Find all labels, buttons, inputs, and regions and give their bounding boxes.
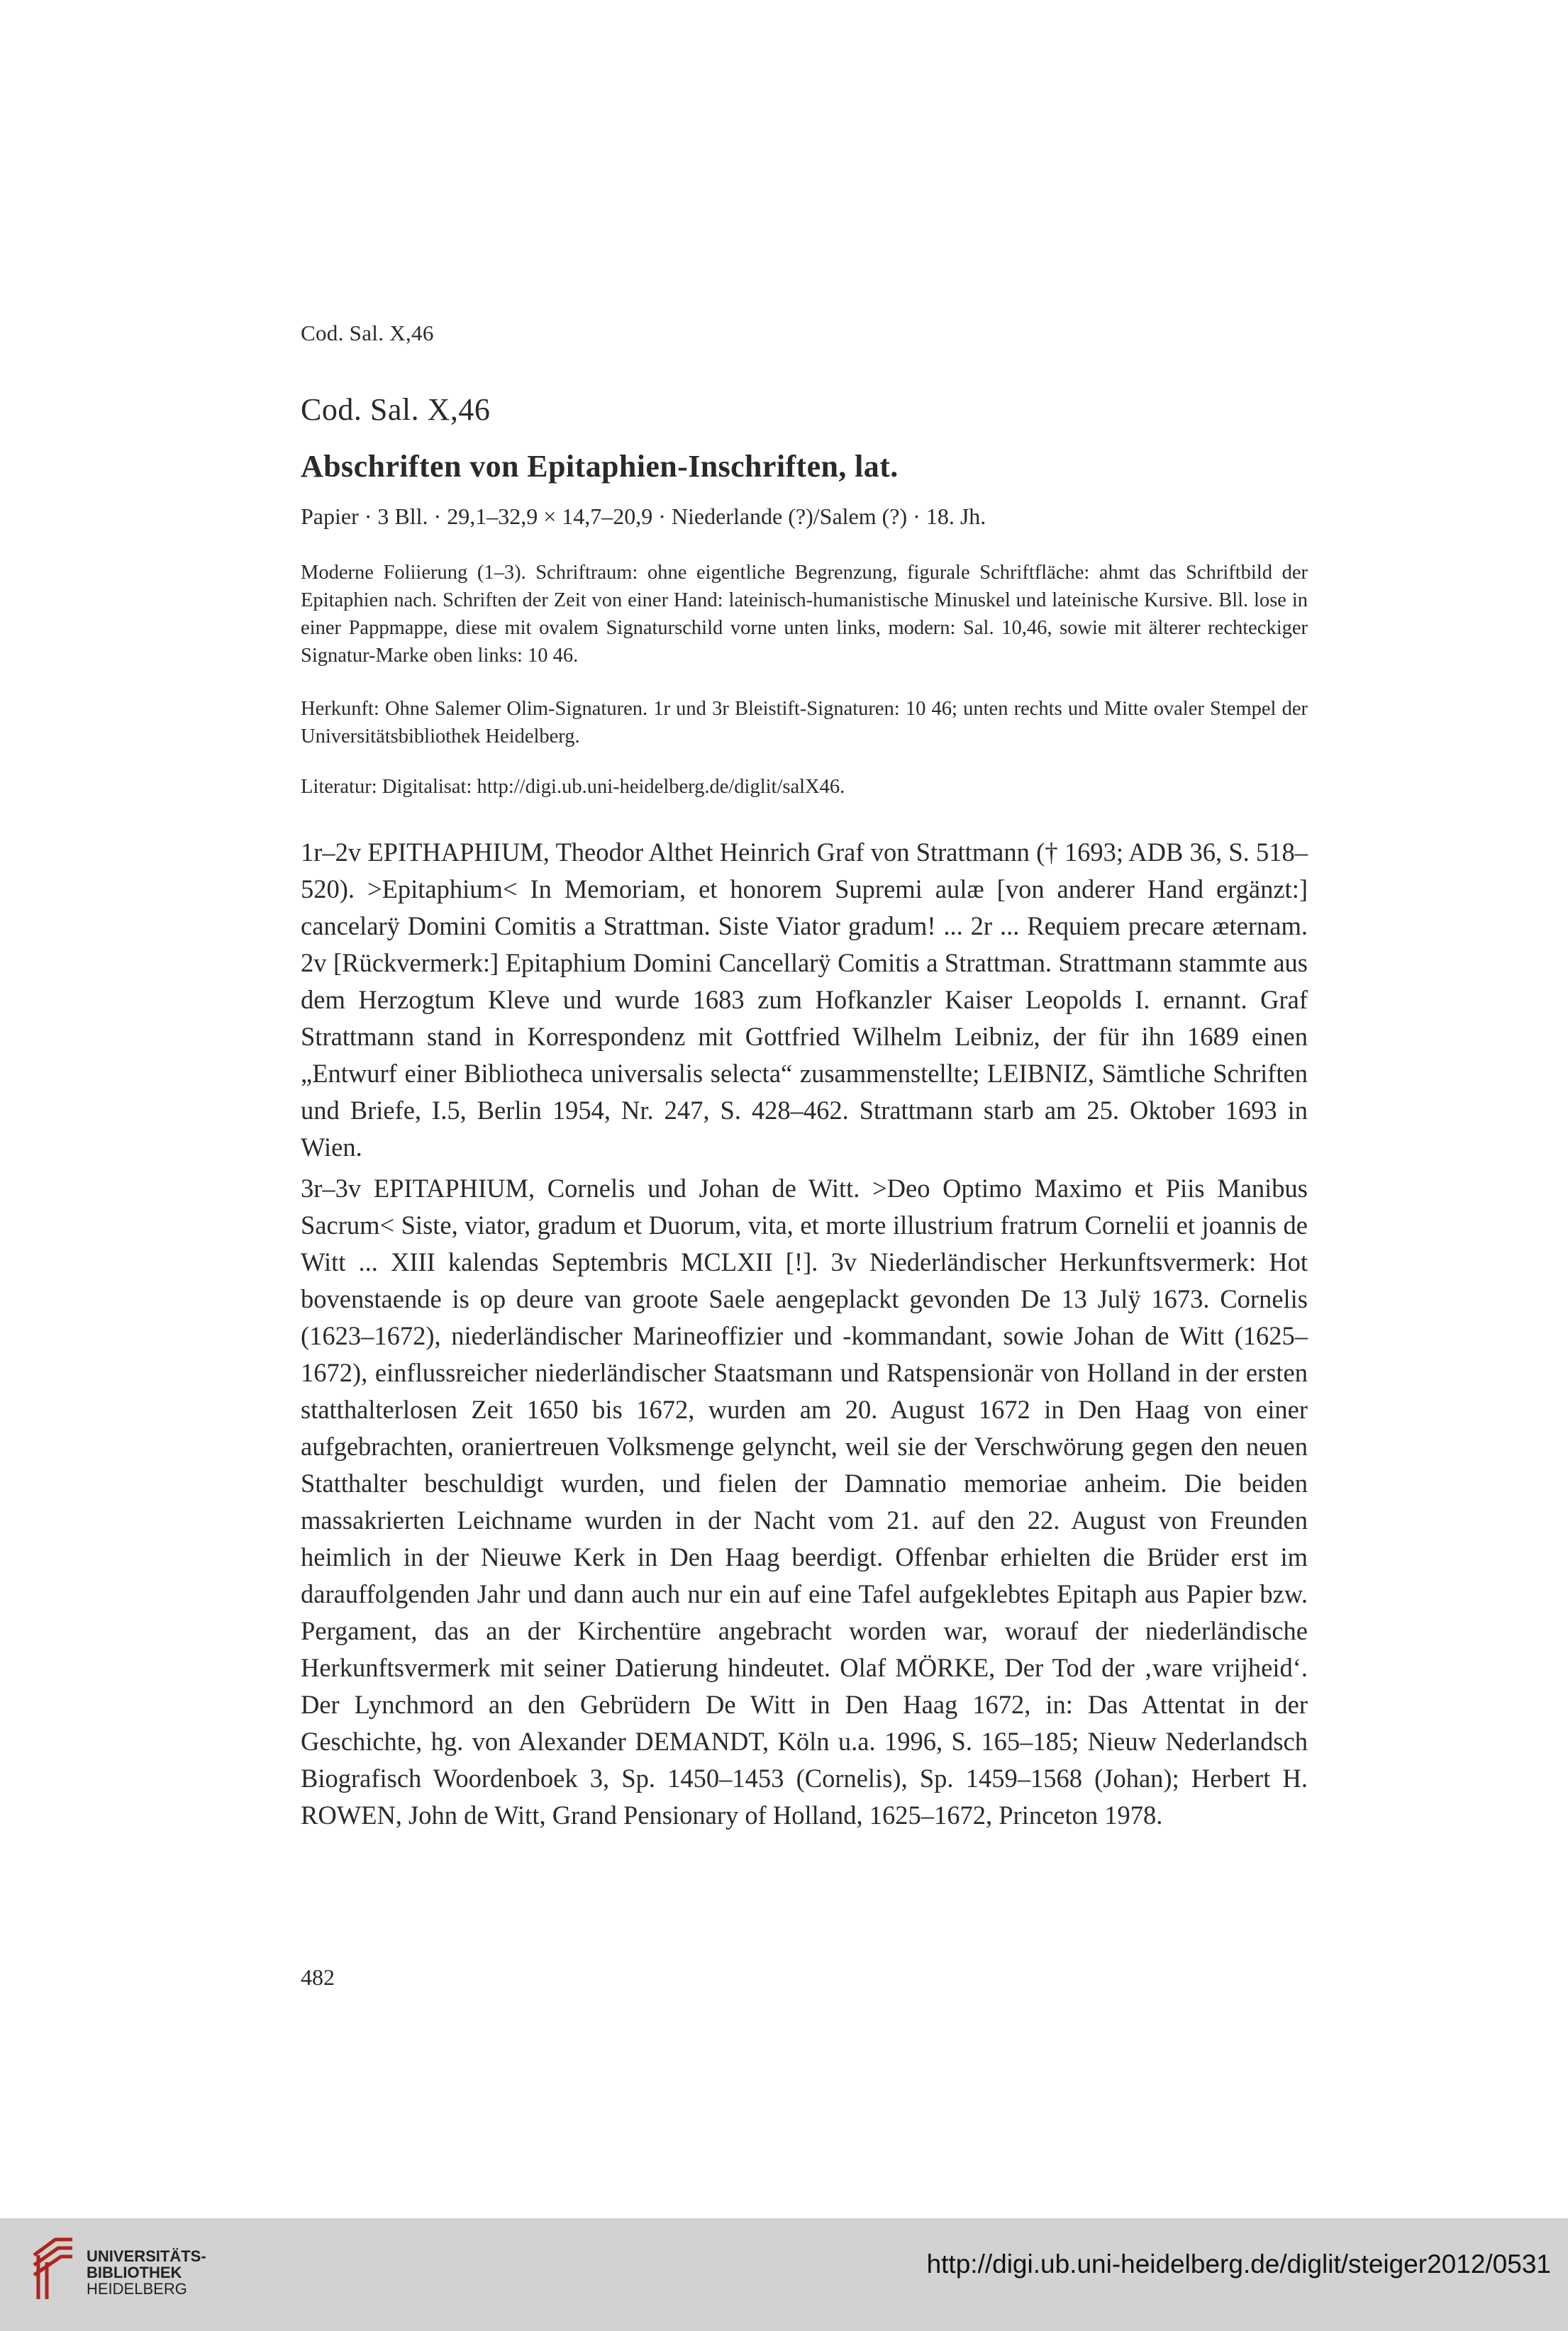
source-url-link[interactable]: http://digi.ub.uni-heidelberg.de/diglit/steiger2012/0531 (926, 2249, 1551, 2279)
library-logo[interactable] (28, 2234, 326, 2312)
work-title: Abschriften von Epitaphien-Inschriften, lat. (301, 449, 899, 484)
description-paragraph: Moderne Foliierung (1–3). Schriftraum: ohne eigentliche Begrenzung, figurale Schriftfläche: ahmt das Schriftbild der Epitaphien nach. Schriften der Zeit von einer Hand: lateinisch-humanistische Minuskel und lateinische Kursive. Bll. lose in einer Pappmappe, diese mit ovalem Signaturschild vorne unten links, modern: Sal. 10,46, sowie mit älterer rechteckiger Signatur-Marke oben links: 10 46. (301, 562, 1308, 667)
viewer-footer-bar (0, 2218, 1568, 2331)
codicological-description (301, 559, 1308, 669)
library-logo-icon (28, 2234, 78, 2305)
provenance-note (301, 695, 1308, 750)
shelfmark-heading: Cod. Sal. X,46 (301, 392, 491, 427)
item-epitaph-strattmann (301, 834, 1308, 1166)
item-paragraph: 1r–2v EPITHAPHIUM, Theodor Althet Heinrich Graf von Strattmann († 1693; ADB 36, S. 518–520). >Epitaphium< In Memoriam, et honorem Supremi aulæ [von anderer Hand ergänzt:] cancelarÿ Domini Comitis a Strattman. Siste Viator gradum! ... 2r ... Requiem precare æternam. 2v [Rückvermerk:] Epitaphium Domini Cancellarÿ Comitis a Strattman. Strattmann stammte aus dem Herzogtum Kleve und wurde 1683 zum Hofkanzler Kaiser Leopolds I. ernannt. Graf Strattmann stand in Korrespondenz mit Gottfried Wilhelm Leibniz, der für ihn 1689 einen „Entwurf einer Bibliotheca universalis selecta“ zusammenstellte; LEIBNIZ, Sämtliche Schriften und Briefe, I.5, Berlin 1954, Nr. 247, S. 428–462. Strattmann starb am 25. Oktober 1693 in Wien. (301, 838, 1308, 1162)
item-epitaph-de-witt (301, 1170, 1308, 1834)
literature-note (301, 773, 1308, 801)
item-paragraph: 3r–3v EPITAPHIUM, Cornelis und Johan de Witt. >Deo Optimo Maximo et Piis Manibus Sacrum< Siste, viator, gradum et Duorum, vita, et morte illustrium fratrum Cornelii et joannis de Witt ... XIII kalendas Septembris MCLXII [!]. 3v Niederländischer Herkunftsvermerk: Hot bovenstaende is op deure van groote Saele aengeplackt gevonden De 13 Julÿ 1673. Cornelis (1623–1672), niederländischer Marineoffizier und -kommandant, sowie Johan de Witt (1625–1672), einflussreicher niederländischer Staatsmann und Ratspensionär von Holland in der ersten statthalterlosen Zeit 1650 bis 1672, wurden am 20. August 1672 in Den Haag von einer aufgebrachten, oraniertreuen Volksmenge gelyncht, weil sie der Verschwörung gegen den neuen Statthalter beschuldigt wurden, und fielen der Damnatio memoriae anheim. Die beiden massakrierten Leichname wurden in der Nacht vom 21. auf den 22. August von Freunden heimlich in der Nieuwe Kerk in Den Haag beerdigt. Offenbar erhielten die Brüder erst im darauffolgenden Jahr und dann auch nur ein auf eine Tafel aufgeklebtes Epitaph aus Papier bzw. Pergament, das an der Kirchentüre angebracht worden war, worauf der niederländische Herkunftsvermerk mit seiner Datierung hindeutet. Olaf MÖRKE, Der Tod der ‚ware vrijheid‘. Der Lynchmord an den Gebrüdern De Witt in Den Haag 1672, in: Das Attentat in der Geschichte, hg. von Alexander DEMANDT, Köln u.a. 1996, S. 165–185; Nieuw Nederlandsch Biografisch Woordenboek 3, Sp. 1450–1453 (Cornelis), Sp. 1459–1568 (Johan); Herbert H. ROWEN, John de Witt, Grand Pensionary of Holland, 1625–1672, Princeton 1978. (301, 1174, 1308, 1830)
literature-paragraph: Literatur: Digitalisat: http://digi.ub.uni-heidelberg.de/diglit/salX46. (301, 776, 845, 798)
provenance-paragraph: Herkunft: Ohne Salemer Olim-Signaturen. 1r und 3r Bleistift-Signaturen: 10 46; unten rechts und Mitte ovaler Stempel der Universitätsbibliothek Heidelberg. (301, 698, 1308, 747)
physical-description: Papier · 3 Bll. · 29,1–32,9 × 14,7–20,9 · Niederlande (?)/Salem (?) · 18. Jh. (301, 504, 986, 529)
page-number: 482 (301, 1964, 335, 1990)
running-head: Cod. Sal. X,46 (301, 321, 434, 345)
library-logo-text: UNIVERSITÄTS- BIBLIOTHEK HEIDELBERG (87, 2247, 206, 2298)
